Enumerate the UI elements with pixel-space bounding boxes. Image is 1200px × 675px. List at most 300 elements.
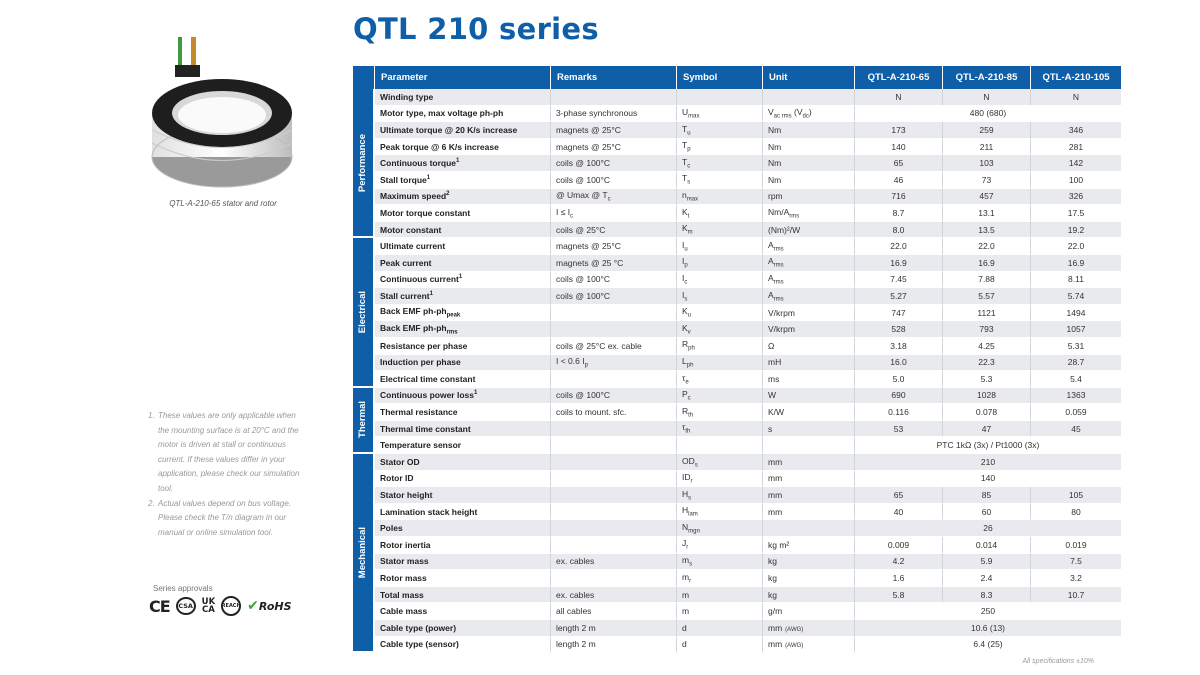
parameter-name: Back EMF ph-ph xyxy=(380,322,447,333)
value-text: 4.2 xyxy=(892,556,905,567)
remarks-text: coils @ 100°C xyxy=(556,158,611,169)
footnote-ref: 2 xyxy=(446,191,450,198)
unit-subscript: ac rms xyxy=(773,113,792,120)
unit-text: V xyxy=(768,107,774,118)
table-row xyxy=(353,172,1122,189)
unit-text: mm xyxy=(768,622,783,633)
cell-value-model-1 xyxy=(855,139,943,156)
footnote-ref: 1 xyxy=(473,390,478,397)
table-row xyxy=(353,338,1122,355)
cell-parameter xyxy=(375,504,551,521)
cell-parameter xyxy=(375,355,551,372)
check-icon: ✔ xyxy=(247,598,259,614)
cell-unit xyxy=(763,255,855,272)
cell-parameter xyxy=(375,272,551,289)
symbol-text: m xyxy=(682,555,690,566)
rohs-mark-icon xyxy=(247,598,291,614)
cell-parameter xyxy=(375,454,551,471)
table-row xyxy=(353,155,1122,172)
cell-symbol xyxy=(677,520,763,537)
cell-value-model-1 xyxy=(855,321,943,338)
table-row xyxy=(353,421,1122,438)
remarks-text: ex. cables xyxy=(556,589,595,600)
cell-remarks xyxy=(551,155,677,172)
symbol-subscript: th xyxy=(685,429,691,436)
value-text: 10.7 xyxy=(1067,589,1085,600)
cell-value-all-models xyxy=(855,437,1122,454)
symbol-subscript: ph xyxy=(688,346,695,353)
cell-remarks xyxy=(551,321,677,338)
footnote-ref: 1 xyxy=(429,291,433,298)
value-text: 716 xyxy=(891,191,906,202)
unit-text: Nm xyxy=(768,158,782,169)
cell-symbol xyxy=(677,172,763,189)
value-text: 22.0 xyxy=(890,241,907,252)
value-text: 0.059 xyxy=(1065,407,1087,418)
remarks-subscript: c xyxy=(570,213,574,220)
parameter-subscript: peak xyxy=(446,312,461,319)
cell-value-model-2 xyxy=(943,122,1031,139)
section-label-mechanical xyxy=(353,454,375,653)
cell-unit xyxy=(763,554,855,571)
cell-value-model-3 xyxy=(1031,338,1122,355)
cell-remarks xyxy=(551,238,677,255)
symbol-subscript: c xyxy=(687,163,691,170)
cell-parameter xyxy=(375,537,551,554)
table-row xyxy=(353,89,1122,106)
parameter-name: Rotor mass xyxy=(380,573,427,584)
cell-value-model-2 xyxy=(943,388,1031,405)
remarks-text: length 2 m xyxy=(556,622,596,633)
header-symbol: Symbol xyxy=(677,66,763,89)
cell-value-model-3 xyxy=(1031,371,1122,388)
symbol-subscript: s xyxy=(694,462,698,469)
value-text: 13.5 xyxy=(978,224,995,235)
value-text: 100 xyxy=(1068,174,1084,185)
value-text: N xyxy=(895,91,902,102)
parameter-name: Resistance per phase xyxy=(380,340,468,351)
value-text: 259 xyxy=(979,124,994,135)
remarks-text: coils to mount. sfc. xyxy=(556,407,627,418)
cell-value-model-1 xyxy=(855,89,943,106)
value-text: 28.7 xyxy=(1067,357,1085,368)
value-text: 5.9 xyxy=(980,556,993,567)
remarks-subscript: p xyxy=(584,362,588,369)
cell-symbol xyxy=(677,222,763,239)
cell-remarks xyxy=(551,570,677,587)
cell-unit xyxy=(763,321,855,338)
symbol-text: I xyxy=(682,239,685,250)
cell-value-model-2 xyxy=(943,238,1031,255)
cell-value-model-3 xyxy=(1031,139,1122,156)
cell-value-all-models xyxy=(855,454,1122,471)
value-text: 16.9 xyxy=(1067,257,1085,268)
cell-symbol xyxy=(677,504,763,521)
cell-value-model-1 xyxy=(855,504,943,521)
cell-value-model-3 xyxy=(1031,570,1122,587)
cell-parameter xyxy=(375,288,551,305)
table-row xyxy=(353,520,1122,537)
value-text: 281 xyxy=(1068,141,1084,152)
cell-value-model-2 xyxy=(943,205,1031,222)
cell-remarks xyxy=(551,272,677,289)
cell-parameter xyxy=(375,321,551,338)
specification-table xyxy=(353,66,1122,653)
unit-text: mm xyxy=(768,506,783,517)
note-text: These values are only applicable when the mounting surface is at 20°C and the motor is driven at stall or continuous current. If these values differ in your application, please check our simulation tool. xyxy=(158,411,300,493)
header-model-1: QTL-A-210-65 xyxy=(855,66,943,89)
unit-text: rpm xyxy=(768,191,783,202)
cell-parameter xyxy=(375,371,551,388)
unit-end: ) xyxy=(808,107,812,118)
value-text: 211 xyxy=(979,141,994,152)
value-text: 140 xyxy=(891,141,906,152)
value-text: 65 xyxy=(893,158,904,169)
cell-value-model-2 xyxy=(943,338,1031,355)
parameter-name: Peak current xyxy=(380,257,432,268)
cell-symbol xyxy=(677,122,763,139)
value-text: 73 xyxy=(981,174,992,185)
symbol-text: K xyxy=(682,322,688,333)
symbol-text: I xyxy=(682,289,685,300)
table-row xyxy=(353,355,1122,372)
header-model-3: QTL-A-210-105 xyxy=(1031,66,1122,89)
cell-unit xyxy=(763,155,855,172)
ukca-line-1: UK xyxy=(201,597,216,607)
value-text: 5.74 xyxy=(1067,290,1085,301)
parameter-name: Stator mass xyxy=(380,556,429,567)
ukca-mark-icon xyxy=(202,598,216,614)
value-text: PTC 1kΩ (3x) / Pt1000 (3x) xyxy=(936,440,1040,451)
cell-remarks xyxy=(551,587,677,604)
remarks-text: magnets @ 25 °C xyxy=(556,257,624,268)
value-text: 10.6 (13) xyxy=(970,622,1006,633)
cell-value-model-2 xyxy=(943,421,1031,438)
cell-parameter xyxy=(375,222,551,239)
table-row xyxy=(353,222,1122,239)
cell-remarks xyxy=(551,554,677,571)
cell-unit xyxy=(763,520,855,537)
parameter-name: Continuous power loss xyxy=(380,390,474,401)
cell-value-model-1 xyxy=(855,305,943,322)
value-text: 1057 xyxy=(1066,324,1086,335)
cell-parameter xyxy=(375,471,551,488)
value-text: 0.014 xyxy=(975,539,998,550)
cell-symbol xyxy=(677,338,763,355)
cell-value-model-3 xyxy=(1031,487,1122,504)
value-text: 5.3 xyxy=(980,373,993,384)
cell-value-model-3 xyxy=(1031,504,1122,521)
value-text: 480 (680) xyxy=(969,108,1007,119)
symbol-subscript: r xyxy=(686,545,689,552)
value-text: 105 xyxy=(1068,490,1084,501)
cell-parameter xyxy=(375,205,551,222)
parameter-name: Back EMF ph-ph xyxy=(380,306,447,317)
cell-parameter xyxy=(375,570,551,587)
value-text: 690 xyxy=(891,390,906,401)
value-text: 8.7 xyxy=(892,207,905,218)
cell-symbol xyxy=(677,89,763,106)
cell-symbol xyxy=(677,205,763,222)
cell-symbol xyxy=(677,189,763,206)
parameter-name: Continuous current xyxy=(380,274,459,285)
value-text: 346 xyxy=(1068,124,1084,135)
cell-value-model-3 xyxy=(1031,155,1122,172)
cell-value-model-1 xyxy=(855,487,943,504)
symbol-subscript: s xyxy=(687,180,691,187)
cell-value-model-2 xyxy=(943,89,1031,106)
rohs-label: RoHS xyxy=(258,600,292,613)
footnote-ref: 1 xyxy=(458,274,463,281)
cell-unit xyxy=(763,637,855,654)
parameter-name: Lamination stack height xyxy=(380,506,478,517)
note-1 xyxy=(148,409,308,497)
cell-remarks xyxy=(551,305,677,322)
header-model-2: QTL-A-210-85 xyxy=(943,66,1031,89)
cell-value-model-3 xyxy=(1031,172,1122,189)
value-text: 5.27 xyxy=(890,290,907,301)
cell-value-all-models xyxy=(855,637,1122,654)
symbol-text: R xyxy=(682,405,689,416)
table-row xyxy=(353,305,1122,322)
table-row xyxy=(353,471,1122,488)
header-remarks: Remarks xyxy=(551,66,677,89)
value-text: 85 xyxy=(981,490,992,501)
value-text: 1.6 xyxy=(892,573,905,584)
value-text: 4.25 xyxy=(978,340,995,351)
cell-value-model-2 xyxy=(943,321,1031,338)
cell-value-model-1 xyxy=(855,388,943,405)
parameter-name: Winding type xyxy=(380,91,434,102)
cell-remarks xyxy=(551,388,677,405)
image-caption: QTL-A-210-65 stator and rotor xyxy=(169,199,277,208)
value-text: 747 xyxy=(891,307,906,318)
table-row xyxy=(353,205,1122,222)
cell-value-model-1 xyxy=(855,338,943,355)
cell-value-model-3 xyxy=(1031,222,1122,239)
cell-parameter xyxy=(375,388,551,405)
symbol-subscript: u xyxy=(684,246,688,253)
ce-mark-icon: CE xyxy=(149,596,170,616)
parameter-name: Cable mass xyxy=(380,606,428,617)
cell-symbol xyxy=(677,437,763,454)
cell-remarks xyxy=(551,255,677,272)
cell-unit xyxy=(763,205,855,222)
table-row xyxy=(353,554,1122,571)
remarks-text: I < 0.6 I xyxy=(556,355,585,366)
value-text: 210 xyxy=(980,456,996,467)
parameter-name: Temperature sensor xyxy=(380,440,462,451)
symbol-text: m xyxy=(682,571,690,582)
cell-symbol xyxy=(677,421,763,438)
cell-parameter xyxy=(375,338,551,355)
symbol-subscript: r xyxy=(690,478,693,485)
symbol-text: N xyxy=(682,521,689,532)
remarks-subscript: c xyxy=(607,196,611,203)
value-text: 7.45 xyxy=(890,274,907,285)
cell-parameter xyxy=(375,238,551,255)
symbol-subscript: u xyxy=(687,312,692,319)
remarks-text: coils @ 100°C xyxy=(556,390,611,401)
cell-value-model-3 xyxy=(1031,189,1122,206)
cell-unit xyxy=(763,587,855,604)
cell-value-model-3 xyxy=(1031,421,1122,438)
cell-unit xyxy=(763,603,855,620)
cell-parameter xyxy=(375,255,551,272)
cell-symbol xyxy=(677,321,763,338)
table-row xyxy=(353,139,1122,156)
cell-unit xyxy=(763,537,855,554)
symbol-subscript: r xyxy=(689,578,692,585)
remarks-text: @ Umax @ T xyxy=(556,190,608,201)
note-text: Actual values depend on bus voltage. Please check the T/n diagram in our manual or online simulation tool. xyxy=(158,498,291,537)
unit-awg: (AWG) xyxy=(785,643,804,650)
cell-remarks xyxy=(551,620,677,637)
value-text: 5.57 xyxy=(978,290,995,301)
value-text: 140 xyxy=(980,473,996,484)
unit-subscript: rms xyxy=(773,296,784,303)
cell-remarks xyxy=(551,355,677,372)
unit-text: A xyxy=(768,239,774,250)
section-name: Thermal xyxy=(357,401,368,439)
value-text: 0.009 xyxy=(887,539,910,550)
parameter-name: Cable type (power) xyxy=(380,622,457,633)
cell-unit xyxy=(763,371,855,388)
parameter-name: Rotor ID xyxy=(380,473,414,484)
approvals-logos xyxy=(149,596,292,616)
reach-mark-icon: REACH xyxy=(221,596,241,616)
parameter-name: Continuous torque xyxy=(380,158,457,169)
cell-value-model-3 xyxy=(1031,587,1122,604)
cell-symbol xyxy=(677,106,763,123)
cell-value-model-2 xyxy=(943,554,1031,571)
value-text: 3.18 xyxy=(890,340,907,351)
table-row xyxy=(353,388,1122,405)
unit-text: ms xyxy=(768,373,780,384)
cell-value-model-2 xyxy=(943,288,1031,305)
cell-remarks xyxy=(551,421,677,438)
value-text: N xyxy=(983,91,990,102)
value-text: 457 xyxy=(979,191,994,202)
section-name: Electrical xyxy=(357,290,368,334)
cell-symbol xyxy=(677,255,763,272)
symbol-subscript: c xyxy=(687,395,691,402)
cell-remarks xyxy=(551,139,677,156)
cell-unit xyxy=(763,487,855,504)
cell-value-model-2 xyxy=(943,404,1031,421)
symbol-text: m xyxy=(682,589,690,600)
symbol-subscript: s xyxy=(689,561,693,568)
remarks-text: coils @ 100°C xyxy=(556,174,611,185)
cell-value-all-models xyxy=(855,471,1122,488)
remarks-text: coils @ 100°C xyxy=(556,290,611,301)
cell-unit xyxy=(763,122,855,139)
table-row xyxy=(353,321,1122,338)
cell-unit xyxy=(763,421,855,438)
value-text: 5.8 xyxy=(892,589,905,600)
symbol-text: J xyxy=(682,538,687,549)
value-text: 22.3 xyxy=(978,357,995,368)
value-text: 0.078 xyxy=(975,407,998,418)
cell-symbol xyxy=(677,471,763,488)
value-text: 16.9 xyxy=(890,257,907,268)
value-text: 5.0 xyxy=(892,373,905,384)
value-text: 793 xyxy=(979,324,994,335)
cell-remarks xyxy=(551,338,677,355)
table-row xyxy=(353,487,1122,504)
table-row xyxy=(353,404,1122,421)
cell-symbol xyxy=(677,305,763,322)
cell-parameter xyxy=(375,421,551,438)
remarks-text: coils @ 100°C xyxy=(556,274,611,285)
note-number: 1. xyxy=(148,411,155,420)
unit-text: Nm xyxy=(768,174,782,185)
header-corner xyxy=(353,66,375,89)
symbol-text: U xyxy=(682,107,689,118)
table-row xyxy=(353,504,1122,521)
value-text: 326 xyxy=(1068,191,1084,202)
value-text: 6.4 (25) xyxy=(973,639,1003,650)
note-2 xyxy=(148,497,308,541)
cell-remarks xyxy=(551,471,677,488)
cell-parameter xyxy=(375,89,551,106)
cell-value-model-2 xyxy=(943,255,1031,272)
cell-parameter xyxy=(375,520,551,537)
unit-text: s xyxy=(768,423,773,434)
cell-parameter xyxy=(375,404,551,421)
section-label-performance xyxy=(353,89,375,238)
value-text: 7.88 xyxy=(978,274,995,285)
cell-parameter xyxy=(375,122,551,139)
parameter-name: Induction per phase xyxy=(380,357,461,368)
unit-text: A xyxy=(768,289,774,300)
cell-value-model-3 xyxy=(1031,122,1122,139)
value-text: 16.0 xyxy=(890,357,907,368)
value-text: 1121 xyxy=(977,307,996,318)
table-row xyxy=(353,122,1122,139)
unit-text: V/krpm xyxy=(768,307,795,318)
symbol-text: I xyxy=(682,272,685,283)
cell-remarks xyxy=(551,288,677,305)
unit-subscript: rms xyxy=(773,246,784,253)
parameter-name: Ultimate torque @ 20 K/s increase xyxy=(380,124,518,135)
parameter-name: Total mass xyxy=(380,589,424,600)
cell-unit xyxy=(763,454,855,471)
value-text: 26 xyxy=(983,523,993,534)
remarks-text: magnets @ 25°C xyxy=(556,124,621,135)
cell-value-model-2 xyxy=(943,487,1031,504)
cell-symbol xyxy=(677,587,763,604)
unit-text: kg m² xyxy=(768,539,790,550)
value-text: 53 xyxy=(893,423,904,434)
cell-value-model-1 xyxy=(855,238,943,255)
cell-value-model-3 xyxy=(1031,205,1122,222)
unit-text: mH xyxy=(768,357,782,368)
symbol-subscript: max xyxy=(688,113,700,120)
cell-symbol xyxy=(677,139,763,156)
cell-symbol xyxy=(677,603,763,620)
cell-unit xyxy=(763,620,855,637)
footnote-ref: 1 xyxy=(456,158,460,165)
cell-value-model-1 xyxy=(855,371,943,388)
parameter-name: Stall torque xyxy=(380,174,427,185)
cell-value-model-1 xyxy=(855,122,943,139)
cell-value-model-2 xyxy=(943,222,1031,239)
cell-value-model-1 xyxy=(855,554,943,571)
table-row xyxy=(353,603,1122,620)
motor-stator-rotor-image xyxy=(150,35,300,195)
cell-unit xyxy=(763,570,855,587)
